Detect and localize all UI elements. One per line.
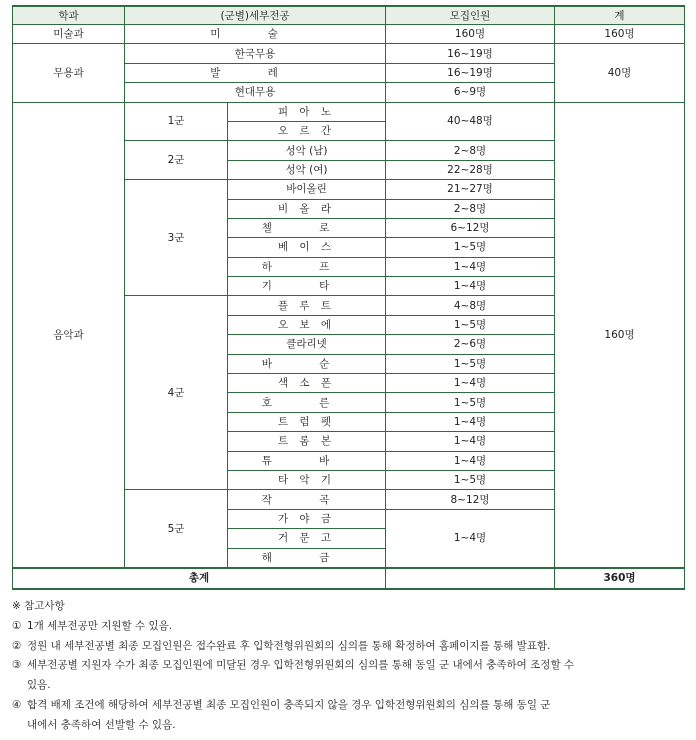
note-item <box>12 656 684 676</box>
major-cell: 해 금 <box>228 548 386 568</box>
note-item <box>12 617 684 637</box>
header-major: (군별)세부전공 <box>125 6 386 25</box>
major-cell: 베 이 스 <box>228 238 386 257</box>
note-item <box>12 637 684 657</box>
total-label: 총계 <box>13 568 386 589</box>
total-cell: 160명 <box>555 102 685 568</box>
table-total-row <box>13 568 685 589</box>
recruitment-table <box>12 5 685 590</box>
major-cell: 미 술 <box>125 25 386 44</box>
count-cell: 1~5명 <box>386 354 555 373</box>
major-cell: 색 소 폰 <box>228 374 386 393</box>
major-cell: 튜 바 <box>228 451 386 470</box>
header-department: 학과 <box>13 6 125 25</box>
major-cell: 현대무용 <box>125 83 386 102</box>
count-cell: 1~4명 <box>386 451 555 470</box>
count-cell: 1~5명 <box>386 238 555 257</box>
major-cell: 성악 (남) <box>228 141 386 160</box>
major-cell: 거 문 고 <box>228 529 386 548</box>
major-cell: 피 아 노 <box>228 102 386 121</box>
count-cell: 22~28명 <box>386 160 555 179</box>
count-cell: 1~4명 <box>386 432 555 451</box>
table-row <box>13 44 685 63</box>
header-total: 계 <box>555 6 685 25</box>
count-cell: 21~27명 <box>386 180 555 199</box>
group-5: 5군 <box>125 490 228 568</box>
count-cell: 1~4명 <box>386 257 555 276</box>
count-cell: 1~5명 <box>386 470 555 489</box>
count-cell: 16~19명 <box>386 63 555 82</box>
group-2: 2군 <box>125 141 228 180</box>
total-cell: 40명 <box>555 44 685 102</box>
major-cell: 작 곡 <box>228 490 386 509</box>
note-number: ③ <box>12 659 22 672</box>
note-text: 정원 내 세부전공별 최종 모집인원은 접수완료 후 입학전형위원회의 심의를 통해 확정하여 홈페이지를 통해 발표함. <box>27 639 551 652</box>
note-number: ② <box>12 639 22 652</box>
note-number: ④ <box>12 698 22 711</box>
count-cell: 1~4명 <box>386 277 555 296</box>
notes-title: ※ 참고사항 <box>12 600 65 612</box>
major-cell: 바이올린 <box>228 180 386 199</box>
recruitment-table-container <box>12 5 684 590</box>
note-number: ① <box>12 619 22 632</box>
count-cell: 6~9명 <box>386 83 555 102</box>
dept-art: 미술과 <box>13 25 125 44</box>
count-cell: 1~4명 <box>386 412 555 431</box>
notes-section <box>12 597 684 736</box>
group-1: 1군 <box>125 102 228 141</box>
count-cell: 2~8명 <box>386 199 555 218</box>
note-text: 1개 세부전공만 지원할 수 있음. <box>27 619 173 632</box>
total-value: 360명 <box>555 568 685 589</box>
major-cell: 트 롬 본 <box>228 432 386 451</box>
count-cell: 1~4명 <box>386 374 555 393</box>
note-continuation: 있음. <box>27 679 51 692</box>
count-cell: 16~19명 <box>386 44 555 63</box>
major-cell: 호 른 <box>228 393 386 412</box>
count-cell: 2~6명 <box>386 335 555 354</box>
group-4: 4군 <box>125 296 228 490</box>
table-header-row <box>13 6 685 25</box>
major-cell: 비 올 라 <box>228 199 386 218</box>
table-row <box>13 102 685 121</box>
dept-music: 음악과 <box>13 102 125 568</box>
count-cell: 160명 <box>386 25 555 44</box>
count-cell: 1~4명 <box>386 509 555 568</box>
count-cell: 1~5명 <box>386 393 555 412</box>
count-cell: 40~48명 <box>386 102 555 141</box>
note-continuation: 내에서 충족하여 선발할 수 있음. <box>27 718 176 731</box>
major-cell: 오 르 간 <box>228 121 386 140</box>
total-cell: 160명 <box>555 25 685 44</box>
total-empty-cell <box>386 568 555 589</box>
major-cell: 발 레 <box>125 63 386 82</box>
major-cell: 바 순 <box>228 354 386 373</box>
major-cell: 성악 (여) <box>228 160 386 179</box>
major-cell: 하 프 <box>228 257 386 276</box>
note-text: 합격 배제 조건에 해당하여 세부전공별 최종 모집인원이 충족되지 않을 경우 입학전형위원회의 심의를 통해 동일 군 <box>27 698 551 711</box>
major-cell: 플 루 트 <box>228 296 386 315</box>
major-cell: 클라리넷 <box>228 335 386 354</box>
group-3: 3군 <box>125 180 228 296</box>
count-cell: 1~5명 <box>386 315 555 334</box>
major-cell: 한국무용 <box>125 44 386 63</box>
major-cell: 오 보 에 <box>228 315 386 334</box>
major-cell: 트 럼 펫 <box>228 412 386 431</box>
count-cell: 8~12명 <box>386 490 555 509</box>
count-cell: 4~8명 <box>386 296 555 315</box>
table-row <box>13 25 685 44</box>
dept-dance: 무용과 <box>13 44 125 102</box>
note-text: 세부전공별 지원자 수가 최종 모집인원에 미달된 경우 입학전형위원회의 심의를 통해 동일 군 내에서 충족하여 조정할 수 <box>27 659 575 672</box>
note-item <box>12 696 684 716</box>
major-cell: 기 타 <box>228 277 386 296</box>
count-cell: 2~8명 <box>386 141 555 160</box>
major-cell: 타 악 기 <box>228 470 386 489</box>
major-cell: 첼 로 <box>228 218 386 237</box>
header-count: 모집인원 <box>386 6 555 25</box>
count-cell: 6~12명 <box>386 218 555 237</box>
major-cell: 가 야 금 <box>228 509 386 528</box>
